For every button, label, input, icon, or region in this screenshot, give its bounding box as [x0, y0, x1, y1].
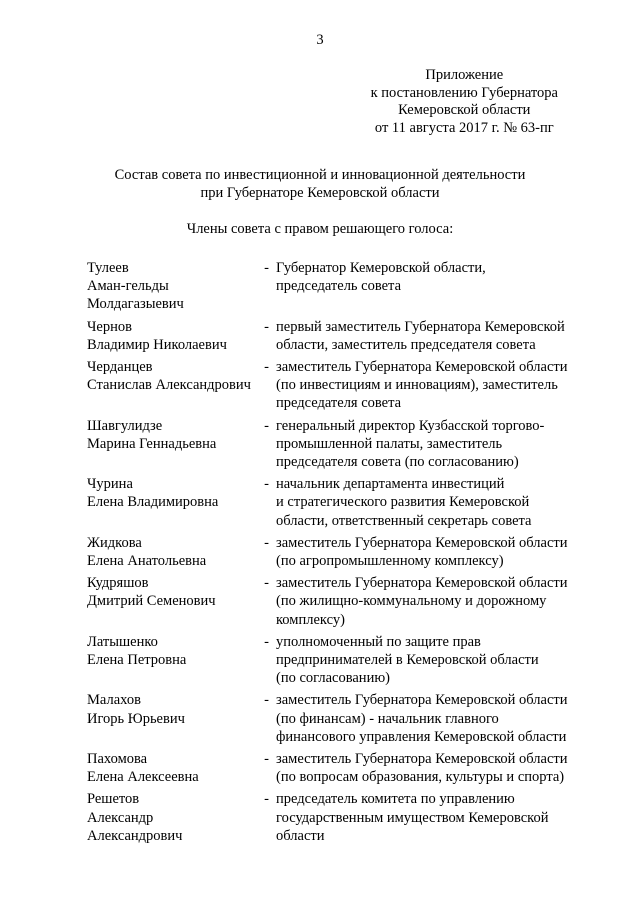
member-name-line: Малахов — [87, 692, 141, 709]
member-role-line: заместитель Губернатора Кемеровской области — [276, 751, 568, 768]
member-role-line: государственным имуществом Кемеровской — [276, 809, 549, 826]
member-name — [87, 750, 257, 786]
member-role-line: заместитель Губернатора Кемеровской области — [276, 692, 568, 709]
appendix-line: Кемеровской области — [398, 102, 531, 118]
member-name — [87, 534, 257, 570]
member-role-line: (по финансам) - начальник главного — [276, 710, 499, 727]
member-name-line: Елена Петровна — [87, 652, 187, 669]
member-role — [276, 358, 587, 413]
member-name-line: Тулеев — [87, 260, 129, 276]
member-dash: - — [264, 633, 269, 650]
member-role — [276, 633, 587, 688]
member-dash: - — [264, 692, 269, 709]
member-name-line: Кудряшов — [87, 575, 149, 592]
member-row — [87, 475, 587, 530]
member-role — [276, 790, 587, 845]
appendix-line: от 11 августа 2017 г. № 63-пг — [374, 119, 554, 136]
member-name-line: Черданцев — [87, 359, 153, 376]
member-row — [87, 534, 587, 570]
member-role — [276, 475, 587, 530]
member-role — [276, 417, 587, 472]
member-dash: - — [264, 791, 269, 808]
member-name — [87, 358, 257, 413]
member-name-line: Жидкова — [87, 534, 142, 551]
member-name — [87, 318, 257, 354]
member-role — [276, 574, 587, 629]
appendix-block — [371, 67, 558, 137]
member-role-line: промышленной палаты, заместитель — [276, 435, 503, 452]
member-role-line: предпринимателей в Кемеровской области — [276, 652, 539, 669]
member-role-line: (по согласованию) — [276, 670, 390, 687]
member-name — [87, 417, 257, 472]
member-role-line: заместитель Губернатора Кемеровской области — [276, 575, 568, 592]
member-role-line: первый заместитель Губернатора Кемеровской — [276, 318, 565, 335]
member-name-line: Латышенко — [87, 633, 158, 650]
member-name — [87, 475, 257, 530]
member-role-line: (по вопросам образования, культуры и спорта) — [276, 769, 565, 786]
member-name-line: Чернов — [87, 318, 132, 335]
member-row — [87, 417, 587, 472]
member-role-line: (по жилищно-коммунальному и дорожному — [276, 593, 547, 610]
title-line: при Губернаторе Кемеровской области — [200, 185, 440, 201]
member-name-line: Станислав Александрович — [87, 377, 251, 394]
member-name-line: Аман-гельды — [87, 278, 169, 295]
member-role-line: финансового управления Кемеровской области — [276, 728, 567, 745]
member-name-line: Владимир Николаевич — [87, 336, 227, 353]
member-dash: - — [264, 359, 269, 376]
member-role-line: комплексу) — [276, 611, 345, 628]
member-row — [87, 633, 587, 688]
member-role-line: председатель комитета по управлению — [276, 791, 515, 808]
member-name-line: Марина Геннадьевна — [87, 435, 217, 452]
member-dash: - — [264, 417, 269, 434]
member-name-line: Елена Владимировна — [87, 494, 219, 511]
member-role-line: председателя совета (по согласованию) — [276, 454, 519, 471]
member-name-line: Александр — [87, 809, 154, 826]
member-dash: - — [264, 318, 269, 335]
title-line: Состав совета по инвестиционной и инновационной деятельности — [114, 167, 526, 183]
member-dash: - — [264, 534, 269, 551]
member-row — [87, 259, 587, 314]
member-row — [87, 318, 587, 354]
member-name — [87, 259, 257, 314]
member-role-line: генеральный директор Кузбасской торгово- — [276, 417, 545, 434]
member-name-line: Пахомова — [87, 751, 148, 768]
member-name — [87, 691, 257, 746]
member-role — [276, 691, 587, 746]
member-name-line: Александрович — [87, 827, 183, 844]
member-role — [276, 750, 587, 786]
member-role-line: (по инвестициям и инновациям), заместитель — [276, 377, 558, 394]
member-name — [87, 633, 257, 688]
members-list — [87, 259, 587, 849]
member-name-line: Решетов — [87, 791, 140, 808]
member-dash: - — [264, 575, 269, 592]
document-title — [0, 166, 640, 202]
member-name — [87, 574, 257, 629]
member-role-line: уполномоченный по защите прав — [276, 633, 481, 650]
section-heading: Члены совета с правом решающего голоса: — [186, 221, 454, 237]
member-name-line: Чурина — [87, 476, 133, 493]
member-name-line: Игорь Юрьевич — [87, 710, 185, 727]
member-role — [276, 318, 587, 354]
member-name — [87, 790, 257, 845]
member-role-line: области, ответственный секретарь совета — [276, 512, 532, 529]
member-role-line: заместитель Губернатора Кемеровской области — [276, 359, 568, 376]
member-row — [87, 691, 587, 746]
member-name-line: Дмитрий Семенович — [87, 593, 216, 610]
member-role-line: Губернатор Кемеровской области, — [276, 260, 486, 276]
appendix-line: Приложение — [425, 67, 504, 83]
member-role-line: области — [276, 827, 325, 844]
member-dash: - — [264, 476, 269, 493]
member-role-line: председателя совета — [276, 395, 402, 412]
member-role-line: заместитель Губернатора Кемеровской области — [276, 534, 568, 551]
member-name-line: Шавгулидзе — [87, 417, 163, 434]
member-name-line: Елена Алексеевна — [87, 769, 199, 786]
member-role-line: (по агропромышленному комплексу) — [276, 553, 504, 570]
member-role-line: и стратегического развития Кемеровской — [276, 494, 530, 511]
member-role-line: председатель совета — [276, 278, 402, 295]
member-row — [87, 790, 587, 845]
member-row — [87, 750, 587, 786]
member-role-line: начальник департамента инвестиций — [276, 476, 505, 493]
member-role-line: области, заместитель председателя совета — [276, 336, 536, 353]
member-row — [87, 358, 587, 413]
member-role — [276, 534, 587, 570]
page-number: 3 — [316, 32, 324, 48]
member-role — [276, 259, 587, 314]
member-dash: - — [264, 751, 269, 768]
member-dash: - — [264, 260, 269, 276]
member-name-line: Елена Анатольевна — [87, 553, 207, 570]
member-row — [87, 574, 587, 629]
member-name-line: Молдагазыевич — [87, 296, 184, 313]
appendix-line: к постановлению Губернатора — [370, 84, 558, 101]
